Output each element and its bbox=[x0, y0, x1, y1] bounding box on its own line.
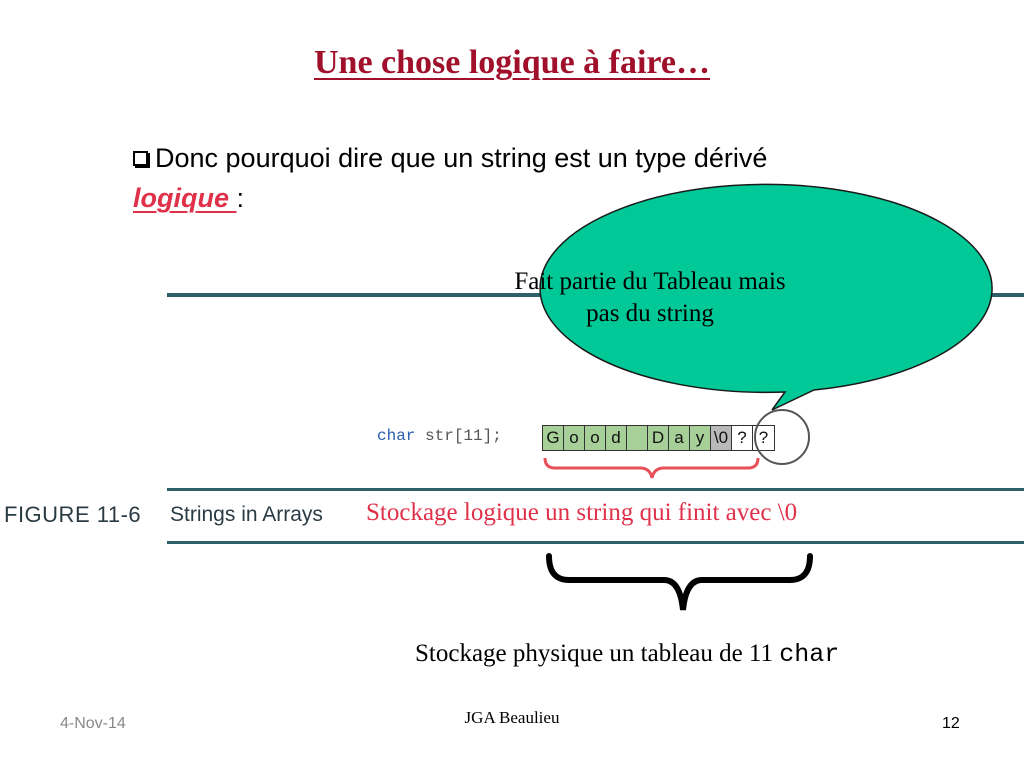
physical-storage-code: char bbox=[779, 640, 840, 669]
logical-storage-text: Stockage logique un string qui finit avec \0 bbox=[366, 499, 798, 526]
array-cell: \0 bbox=[711, 426, 732, 450]
page-number: 12 bbox=[942, 715, 960, 732]
array-cell: ? bbox=[732, 426, 753, 450]
array-cell: ? bbox=[753, 426, 774, 450]
array-cell: d bbox=[606, 426, 627, 450]
logical-brace bbox=[545, 458, 758, 478]
physical-brace bbox=[549, 556, 810, 610]
physical-storage-prefix: Stockage physique un tableau de 11 bbox=[415, 640, 780, 667]
code-rest: str[11]; bbox=[415, 427, 502, 445]
bullet-text: Donc pourquoi dire que un string est un type dérivé bbox=[155, 143, 768, 173]
footer-date: 4-Nov-14 bbox=[60, 715, 126, 732]
footer-author: JGA Beaulieu bbox=[464, 708, 560, 727]
bullet-emphasis: logique bbox=[133, 183, 237, 213]
code-keyword: char bbox=[377, 427, 416, 445]
figure-caption: Strings in Arrays bbox=[170, 503, 323, 526]
array-cell: D bbox=[648, 426, 669, 450]
array-cell: y bbox=[690, 426, 711, 450]
array-cell: o bbox=[585, 426, 606, 450]
array-cell: o bbox=[564, 426, 585, 450]
array-cell: G bbox=[543, 426, 564, 450]
bullet-text-end: : bbox=[236, 183, 245, 213]
callout-text: Fait partie du Tableau mais pas du string bbox=[514, 268, 786, 327]
physical-storage-text bbox=[415, 640, 839, 669]
array-cell: a bbox=[669, 426, 690, 450]
figure-label: FIGURE 11-6 bbox=[4, 502, 142, 527]
slide-title-text: Une chose logique à faire… bbox=[313, 44, 710, 81]
